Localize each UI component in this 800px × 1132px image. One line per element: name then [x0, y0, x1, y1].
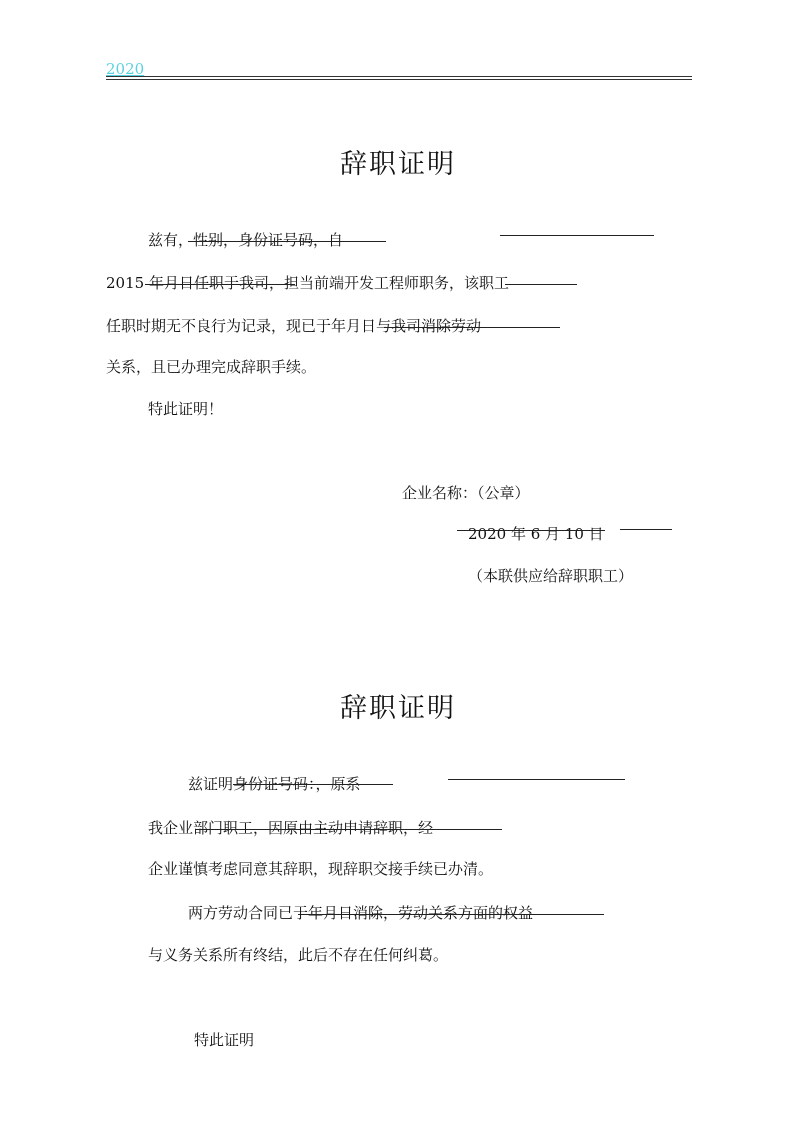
cert1-line2: 2015 年月日任职于我司，担当前端开发工程师职务，该职工 [106, 274, 509, 292]
cert1-line4: 关系，且已办理完成辞职手续。 [106, 358, 317, 376]
cert2-line2-strike [195, 829, 502, 830]
cert1-line3-strike [384, 327, 560, 328]
cert1-line1-strike [188, 241, 386, 242]
cert1-blank-1 [500, 235, 654, 236]
cert1-line3: 任职时期无不良行为记录，现已于年月日与我司消除劳动 [106, 317, 482, 335]
cert2-blank-1 [448, 779, 625, 780]
cert1-title: 辞职证明 [340, 149, 456, 180]
cert1-note: （本联供应给辞职职工） [468, 567, 634, 585]
cert1-date-strike [457, 530, 605, 531]
cert1-closing: 特此证明！ [148, 400, 224, 418]
cert1-line2-strike-a [145, 284, 295, 285]
cert2-line4: 两方劳动合同已于年月日消除，劳动关系方面的权益 [188, 904, 534, 922]
header-rule-bottom [106, 79, 692, 80]
cert2-line4-strike [298, 914, 604, 915]
cert2-closing: 特此证明 [194, 1031, 255, 1049]
header-rule-top [106, 76, 692, 77]
cert1-date-blank [620, 529, 672, 530]
header-year: 2020 [106, 60, 145, 78]
cert1-date: 2020 年 6 月 10 日 [468, 525, 604, 543]
cert1-company: 企业名称：（公章） [402, 484, 530, 502]
cert1-line1: 兹有，性别，身份证号码，自 [148, 231, 344, 249]
cert1-line2-strike-b [505, 284, 577, 285]
cert2-line5: 与义务关系所有终结，此后不存在任何纠葛。 [148, 946, 449, 964]
cert2-line2: 我企业部门职工，因原由主动申请辞职，经 [148, 819, 434, 837]
cert2-line3: 企业谨慎考虑同意其辞职，现辞职交接手续已办清。 [148, 860, 494, 878]
cert2-title: 辞职证明 [340, 693, 456, 724]
cert2-line1-strike [233, 784, 393, 785]
cert2-line1: 兹证明身份证号码：，原系 [188, 775, 361, 793]
